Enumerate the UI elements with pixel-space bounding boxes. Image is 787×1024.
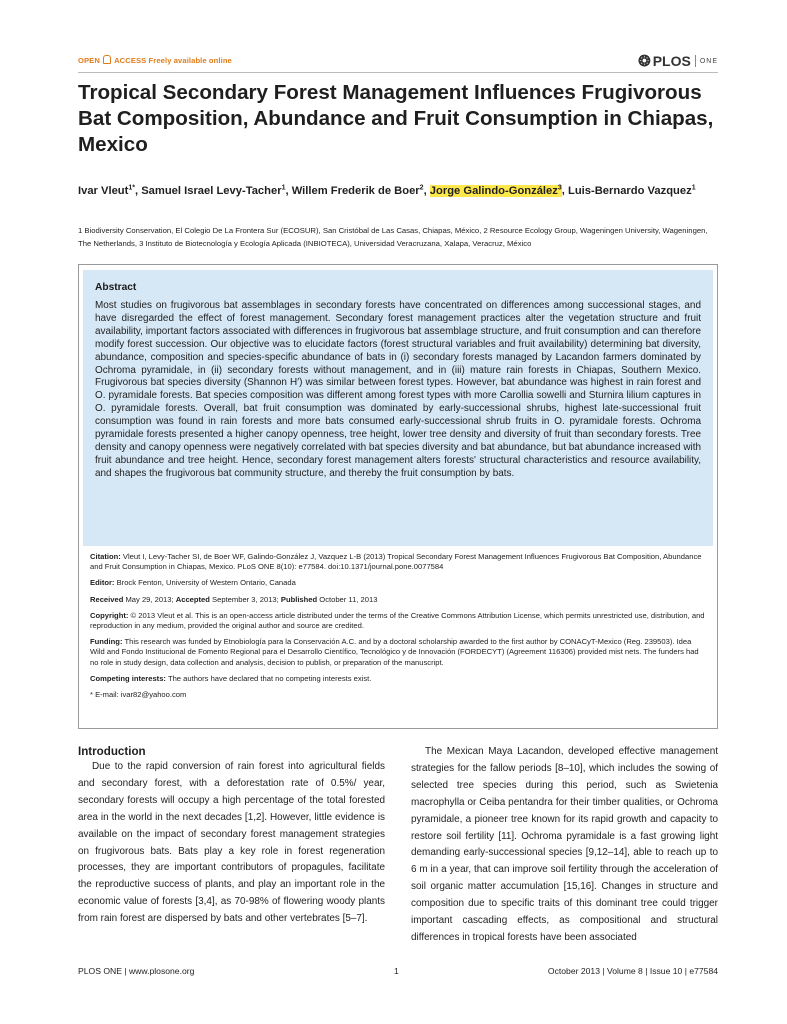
logo-divider (695, 55, 696, 67)
citation: Citation: Vleut I, Levy-Tacher SI, de Boer WF, Galindo-González J, Vazquez L-B (2013) Tropical Secondary Forest Management Influences Frugivorous Bat Composition, Abundance and Fruit Consumption in Chiapas, Mexico. PLoS ONE 8(10): e77584. doi:10.1371/journal.pone.0077584 (90, 552, 702, 572)
competing-interests: Competing interests: The authors have declared that no competing interests exist. (90, 673, 372, 683)
open-access-open: OPEN (78, 56, 100, 65)
body-paragraph: Due to the rapid conversion of rain forest into agricultural fields and secondary forest, with a deforestation rate of 0.5%/ year, secondary forests will occupy a high percentage of the total forested area in the world in the next decades [1,2]. However, little evidence is available on the impact of secondary forest management strategies on frugivorous bats. Bats play a key role in forest regeneration processes, they are important contributors of propagules, facilitate the reproductive success of plants, and play an important role in the economic value of forests [3,4], as 70-98% of flowering woody plants from rain forest are dispersed by bats and other vertebrates [5–7]. (78, 761, 385, 925)
funding: Funding: This research was funded by Etnobiología para la Conservación A.C. and by a doctoral scholarship awarded to the first author by CONACyT-Mexico (Reg. 239503). Idea Wild and Fondo Institucional de Fomento Regional para el Desarrollo Científico, Tecnológico y de Innovación (FORDECYT) (Agreement 116306) provided mist nets. The funders had no role in study design, data collection and analysis, decision to publish, or preparation of the manuscript. (90, 637, 699, 667)
author-highlighted: Jorge Galindo-González$^3$ (429, 184, 562, 197)
plos-one-logo (638, 52, 718, 70)
abstract-heading: Abstract (95, 282, 137, 293)
author: Ivar Vleut$^{1*}$, (78, 184, 142, 197)
body-left-column (78, 744, 385, 928)
journal-header (78, 52, 718, 74)
page-number: 1 (394, 966, 399, 976)
one-logo-text: ONE (699, 57, 718, 65)
author: Samuel Israel Levy-Tacher$^1$, (141, 184, 292, 197)
abstract-text: Most studies on frugivorous bat assemblages in secondary forests have concentrated on differences among successional stages, and have disregarded the effect of forest management. Secondary forest management practices alter the vegetation structure and fruit availability, important factors associated with differences in frugivorous bat assemblage structure, and fruit consumption and can therefore modify forest succession. Our objective was to elucidate factors (forest structural variables and fruit availability) determining bat diversity, abundance, composition and species-specific abundance of bats in (i) secondary forests managed by Lacandon farmers dominated by Ochroma pyramidale, in (ii) secondary forests without management, and in (iii) mature rain forests in Chiapas, Southern Mexico. Frugivorous bat species diversity (Shannon H′) was similar between forest types. However, bat abundance was highest in rain forest and O. pyramidale forests. Bat species composition was different among forest types with more Carollia sowelli and Sturnira lilium captures in O. pyramidale forests. Overall, bat fruit consumption was dominated by early-successional shrubs, highest late-successional fruit consumption was found in rain forests and more bats consumed early-successional shrub fruits in O. pyramidale forests. Ochroma pyramidale forests presented a higher canopy openness, tree height, lower tree density and diversity of fruit than secondary forests. Tree density and canopy openness were negatively correlated with bat species diversity and bat abundance, but bat abundance increased with fruit abundance and tree height. Hence, secondary forest management alters forests' structural characteristics and resource availability, and shapes the frugivorous bat community structure, and thereby the fruit consumption by bats. (95, 300, 701, 479)
email-link[interactable]: * E-mail: ivar82@yahoo.com (90, 690, 187, 700)
footer-journal: PLOS ONE | www.plosone.org (78, 966, 195, 976)
article-metadata (90, 552, 708, 706)
plos-logo-text: PLOS (652, 53, 691, 69)
footer-issue: October 2013 | Volume 8 | Issue 10 | e77584 (547, 966, 718, 976)
body-paragraph: The Mexican Maya Lacandon, developed effective management strategies for the fallow periods [8–10], which includes the sowing of selected tree species during this period, such as Swietenia macrophylla or Ceiba pentandra for their timber qualities, or Ochroma pyramidale, a pioneer tree known for its rapid growth and capacity to restore soil fertility [11]. Ochroma pyramidale is a fast growing light demanding early-successional species [9,12–14], able to reach up to 6 m in a year, that can improve soil fertility through the acceleration of soil organic matter accumulation [15,16]. Changes in structure and composition due to specific traits of this dominant tree could trigger important cascading effects, as compositional and structural differences in tropical forests have been associated (411, 746, 718, 943)
freely-available-label: Freely available online (148, 56, 232, 65)
article-title: Tropical Secondary Forest Management Influences Frugivorous Bat Composition, Abundance and Fruit Consumption in Chiapas, Mexico (78, 81, 714, 156)
affiliations: 1 Biodiversity Conservation, El Colegio De La Frontera Sur (ECOSUR), San Cristóbal de Las Casas, Chiapas, México, 2 Resource Ecology Group, Wageningen University, Wageningen, The Netherlands, 3 Instituto de Biotecnología y Ecología Aplicada (INBIOTECA), Universidad Veracruzana, Xalapa, Veracruz, México (78, 226, 708, 248)
open-access-label (78, 55, 232, 65)
plos-circle-mark-icon: ❂ (638, 53, 651, 70)
open-access-access: ACCESS (114, 56, 147, 65)
open-lock-icon (103, 55, 111, 64)
author: Willem Frederik de Boer$^2$, (291, 184, 430, 197)
abstract-panel (83, 270, 713, 546)
author: Luis-Bernardo Vazquez$^1$ (567, 184, 696, 197)
header-rule (78, 72, 718, 73)
dates: Received May 29, 2013; Accepted September 3, 2013; Published October 11, 2013 (90, 594, 378, 604)
copyright: Copyright: © 2013 Vleut et al. This is an open-access article distributed under the terms of the Creative Commons Attribution License, which permits unrestricted use, distribution, and reproduction in any medium, provided the original author and source are credited. (90, 610, 705, 631)
body-right-column (411, 744, 718, 947)
introduction-heading: Introduction (78, 745, 146, 758)
author-list: Ivar Vleut$^{1*}$, Samuel Israel Levy-Tacher$^1$, Willem Frederik de Boer$^2$, Jorge Galindo-González$^3$, Luis-Bernardo Vazquez$^1$ (78, 184, 696, 197)
editor: Editor: Brock Fenton, University of Western Ontario, Canada (90, 578, 296, 588)
